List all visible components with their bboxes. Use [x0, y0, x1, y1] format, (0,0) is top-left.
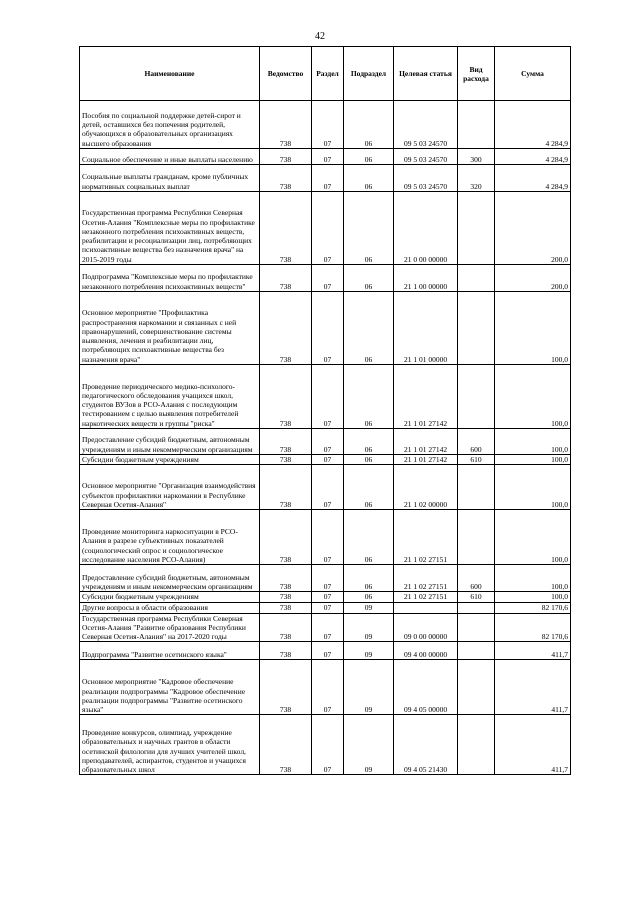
cell-name: Основное мероприятие "Организация взаимодействия субъектов профилактики наркомании в Республике Северная Осетия-Алания" [80, 465, 260, 510]
cell-sum: 200,0 [495, 192, 571, 265]
table-row [80, 292, 571, 365]
table-row [80, 642, 571, 660]
cell-sum: 100,0 [495, 429, 571, 455]
cell-section: 07 [312, 715, 344, 775]
cell-target: 21 1 00 00000 [394, 265, 458, 292]
table-row [80, 465, 571, 510]
table-row [80, 602, 571, 613]
cell-name: Предоставление субсидий бюджетным, автономным учреждениям и иным некоммерческим организациям [80, 429, 260, 455]
cell-subsection: 06 [344, 465, 394, 510]
cell-subsection: 06 [344, 192, 394, 265]
cell-subsection: 06 [344, 429, 394, 455]
cell-type: 320 [458, 165, 495, 192]
cell-target: 21 0 00 00000 [394, 192, 458, 265]
cell-section: 07 [312, 642, 344, 660]
cell-dept: 738 [260, 149, 312, 165]
cell-section: 07 [312, 510, 344, 565]
cell-name: Государственная программа Республики Северная Осетия-Алания "Развитие образования Республики Северная Осетия-Алания" на 2017-2020 годы [80, 613, 260, 642]
cell-section: 07 [312, 592, 344, 602]
table-row [80, 613, 571, 642]
cell-section: 07 [312, 149, 344, 165]
cell-dept: 738 [260, 465, 312, 510]
cell-sum: 82 170,6 [495, 613, 571, 642]
cell-type: 300 [458, 149, 495, 165]
cell-type: 610 [458, 592, 495, 602]
cell-name: Основное мероприятие "Профилактика распространения наркомании и связанных с ней правонарушений, совершенствование системы выявления, лечения и реабилитации лиц, потребляющих психоактивные вещества без назначения врача" [80, 292, 260, 365]
cell-type [458, 613, 495, 642]
cell-type [458, 365, 495, 429]
cell-target [394, 602, 458, 613]
cell-target: 09 0 00 00000 [394, 613, 458, 642]
cell-name: Проведение конкурсов, олимпиад, учреждение образовательных и научных грантов в области осетинской филологии для лучших учителей школ, преподавателей, аспирантов, студентов и учащихся образовательных школ [80, 715, 260, 775]
cell-sum: 4 284,9 [495, 101, 571, 149]
cell-sum: 200,0 [495, 265, 571, 292]
column-header-dept: Ведомство [260, 47, 312, 101]
cell-sum: 100,0 [495, 292, 571, 365]
table-row [80, 592, 571, 602]
column-header-name: Наименование [80, 47, 260, 101]
cell-target: 21 1 01 27142 [394, 429, 458, 455]
table-row [80, 265, 571, 292]
cell-name: Другие вопросы в области образования [80, 602, 260, 613]
table-row [80, 429, 571, 455]
cell-section: 07 [312, 292, 344, 365]
cell-sum: 4 284,9 [495, 165, 571, 192]
cell-type: 600 [458, 565, 495, 592]
cell-sum: 82 170,6 [495, 602, 571, 613]
cell-type [458, 715, 495, 775]
cell-name: Субсидии бюджетным учреждениям [80, 455, 260, 465]
cell-type [458, 192, 495, 265]
cell-type [458, 660, 495, 715]
cell-name: Социальное обеспечение и иные выплаты населению [80, 149, 260, 165]
cell-sum: 100,0 [495, 465, 571, 510]
table-row [80, 510, 571, 565]
column-header-subsection: Подраздел [344, 47, 394, 101]
column-header-type: Вид расхода [458, 47, 495, 101]
cell-subsection: 06 [344, 165, 394, 192]
table-row [80, 455, 571, 465]
cell-dept: 738 [260, 101, 312, 149]
cell-section: 07 [312, 455, 344, 465]
cell-type: 610 [458, 455, 495, 465]
cell-subsection: 06 [344, 455, 394, 465]
cell-type [458, 265, 495, 292]
cell-target: 09 5 03 24570 [394, 149, 458, 165]
cell-subsection: 06 [344, 592, 394, 602]
cell-section: 07 [312, 101, 344, 149]
cell-dept: 738 [260, 613, 312, 642]
table-row [80, 660, 571, 715]
cell-subsection: 09 [344, 715, 394, 775]
cell-dept: 738 [260, 365, 312, 429]
cell-dept: 738 [260, 715, 312, 775]
cell-target: 21 1 02 27151 [394, 565, 458, 592]
cell-section: 07 [312, 165, 344, 192]
cell-target: 21 1 01 00000 [394, 292, 458, 365]
cell-name: Проведение мониторинга наркоситуации в РСО-Алания в разрезе субъективных показателей (социологический опрос и социологическое исследование населения РСО-Алания) [80, 510, 260, 565]
cell-subsection: 06 [344, 365, 394, 429]
column-header-section: Раздел [312, 47, 344, 101]
cell-name: Проведение периодического медико-психолого-педагогического обследования учащихся школ, студентов ВУЗов в РСО-Алания с последующим тестированием с целью выявления потребителей наркотических веществ и группы "риска" [80, 365, 260, 429]
table-body [80, 101, 571, 775]
cell-target: 21 1 02 00000 [394, 465, 458, 510]
cell-name: Субсидии бюджетным учреждениям [80, 592, 260, 602]
cell-dept: 738 [260, 602, 312, 613]
cell-type [458, 292, 495, 365]
budget-table [79, 46, 571, 775]
cell-sum: 4 284,9 [495, 149, 571, 165]
cell-dept: 738 [260, 165, 312, 192]
table-row [80, 565, 571, 592]
cell-section: 07 [312, 602, 344, 613]
cell-sum: 100,0 [495, 592, 571, 602]
cell-type [458, 510, 495, 565]
cell-target: 09 4 05 21430 [394, 715, 458, 775]
cell-section: 07 [312, 429, 344, 455]
table-row [80, 165, 571, 192]
cell-sum: 100,0 [495, 455, 571, 465]
cell-target: 21 1 01 27142 [394, 365, 458, 429]
table-row [80, 192, 571, 265]
cell-subsection: 06 [344, 149, 394, 165]
cell-name: Пособия по социальной поддержке детей-сирот и детей, оставшихся без попечения родителей, обучающихся в образовательных организациях высшего образования [80, 101, 260, 149]
cell-sum: 411,7 [495, 715, 571, 775]
cell-sum: 100,0 [495, 365, 571, 429]
cell-dept: 738 [260, 265, 312, 292]
cell-subsection: 06 [344, 101, 394, 149]
cell-name: Подпрограмма "Развитие осетинского языка" [80, 642, 260, 660]
cell-sum: 411,7 [495, 642, 571, 660]
cell-sum: 100,0 [495, 510, 571, 565]
cell-subsection: 06 [344, 265, 394, 292]
cell-target: 09 5 03 24570 [394, 101, 458, 149]
cell-subsection: 09 [344, 660, 394, 715]
cell-section: 07 [312, 192, 344, 265]
cell-type: 600 [458, 429, 495, 455]
column-header-sum: Сумма [495, 47, 571, 101]
cell-type [458, 465, 495, 510]
cell-dept: 738 [260, 429, 312, 455]
table-header-row [80, 47, 571, 101]
cell-name: Социальные выплаты гражданам, кроме публичных нормативных социальных выплат [80, 165, 260, 192]
cell-section: 07 [312, 660, 344, 715]
cell-name: Государственная программа Республики Северная Осетия-Алания "Комплексные меры по профилактике незаконного потребления психоактивных веществ, реабилитации и ресоциализации лиц, потребляющих психоактивные вещества без назначения врача" на 2015-2019 годы [80, 192, 260, 265]
cell-section: 07 [312, 613, 344, 642]
cell-target: 21 1 01 27142 [394, 455, 458, 465]
cell-sum: 411,7 [495, 660, 571, 715]
table-row [80, 149, 571, 165]
cell-section: 07 [312, 365, 344, 429]
cell-name: Предоставление субсидий бюджетным, автономным учреждениям и иным некоммерческим организациям [80, 565, 260, 592]
cell-dept: 738 [260, 510, 312, 565]
cell-dept: 738 [260, 455, 312, 465]
cell-section: 07 [312, 565, 344, 592]
cell-dept: 738 [260, 292, 312, 365]
cell-type [458, 642, 495, 660]
cell-dept: 738 [260, 660, 312, 715]
cell-target: 21 1 02 27151 [394, 510, 458, 565]
page-number: 42 [315, 31, 325, 42]
table-row [80, 365, 571, 429]
cell-dept: 738 [260, 192, 312, 265]
cell-name: Подпрограмма "Комплексные меры по профилактике незаконного потребления психоактивных веществ" [80, 265, 260, 292]
table-row [80, 101, 571, 149]
cell-subsection: 06 [344, 565, 394, 592]
cell-subsection: 06 [344, 510, 394, 565]
cell-dept: 738 [260, 592, 312, 602]
cell-subsection: 09 [344, 602, 394, 613]
cell-target: 09 5 03 24570 [394, 165, 458, 192]
cell-type [458, 602, 495, 613]
cell-target: 09 4 00 00000 [394, 642, 458, 660]
cell-dept: 738 [260, 642, 312, 660]
cell-target: 09 4 05 00000 [394, 660, 458, 715]
cell-subsection: 06 [344, 292, 394, 365]
cell-sum: 100,0 [495, 565, 571, 592]
cell-target: 21 1 02 27151 [394, 592, 458, 602]
cell-section: 07 [312, 265, 344, 292]
cell-subsection: 09 [344, 642, 394, 660]
cell-type [458, 101, 495, 149]
cell-dept: 738 [260, 565, 312, 592]
column-header-target: Целевая статья [394, 47, 458, 101]
table-row [80, 715, 571, 775]
cell-section: 07 [312, 465, 344, 510]
cell-subsection: 09 [344, 613, 394, 642]
cell-name: Основное мероприятие "Кадровое обеспечение реализации подпрограммы "Кадровое обеспечение реализации подпрограммы "Развитие осетинского языка" [80, 660, 260, 715]
